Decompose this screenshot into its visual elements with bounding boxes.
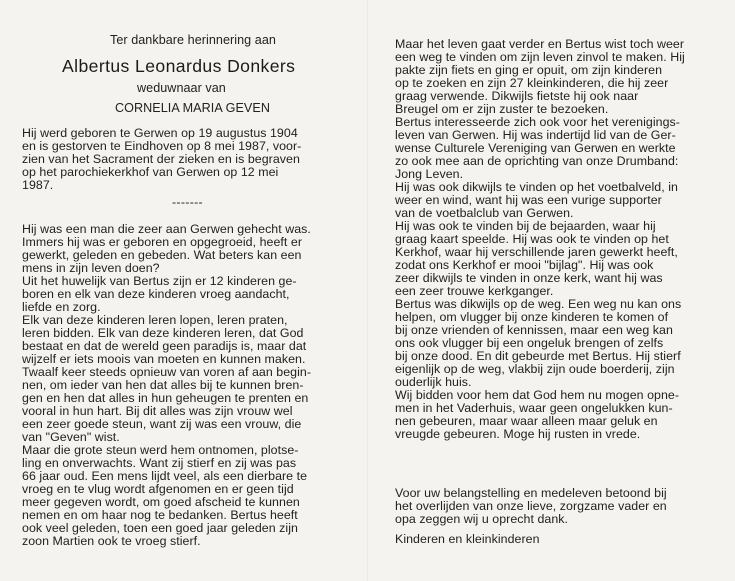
text-line: 66 jaar oud. Een mens lijdt veel, als een dierbare te — [22, 469, 308, 483]
text-line: een zeer trouwe kerkganger. — [395, 284, 554, 298]
text-line: gewerkt, geleden en gebeden. Wat beters kan een — [22, 248, 302, 262]
text-line: Wij bidden voor hem dat God hem nu mogen opne- — [395, 388, 680, 402]
text-line: vroeg en te vlug wordt afgenomen en er geen tijd — [22, 482, 294, 496]
text-line: vreugde gebeuren. Moge hij rusten in vrede. — [395, 427, 641, 441]
text-line: het overlijden van onze lieve, zorgzame vader en — [395, 499, 667, 513]
card-fold — [367, 0, 368, 581]
text-line: mens in zijn leven doen? — [22, 261, 160, 275]
text-line: Voor uw belangstelling en medeleven betoond bij — [395, 486, 667, 500]
text-line: van "Geven" wist. — [22, 430, 120, 444]
text-line: boren en elk van deze kinderen vroeg aandacht, — [22, 287, 290, 301]
text-line: op het parochiekerkhof van Gerwen op 12 mei — [22, 165, 279, 179]
text-line: vooral in hun hart. Bij dit alles was zijn vrouw wel — [22, 404, 293, 418]
text-line: Elk van deze kinderen leren lopen, leren praten, — [22, 313, 288, 327]
text-line: Maar het leven gaat verder en Bertus wist toch weer — [395, 37, 685, 51]
text-line: Kerkhof, waar hij verschillende jaren gewerkt heeft, — [395, 245, 678, 259]
text-line: nen gebeuren, maar waar alleen maar geluk en — [395, 414, 658, 428]
status-line: weduwnaar van — [137, 81, 226, 95]
text-line: een weg te vinden om zijn leven zinvol te maken. Hij — [395, 50, 685, 64]
text-line: gen en hen dat alles in hun geheugen te prenten en — [22, 391, 309, 405]
text-line: nen, om ieder van hen dat alles bij te kunnen bren- — [22, 378, 304, 392]
deceased-name: Albertus Leonardus Donkers — [62, 56, 296, 76]
text-line: eigenlijk op de weg, vlakbij zijn oude boerderij, zijn — [395, 362, 675, 376]
text-line: opa zeggen wij u oprecht dank. — [395, 512, 569, 526]
text-line: Immers hij was er geboren en opgegroeid, heeft er — [22, 235, 303, 249]
text-line: graag verwende. Dikwijls fietste hij ook naar — [395, 89, 639, 103]
text-line: liefde en zorg. — [22, 300, 101, 314]
text-line: ouderlijk huis. — [395, 375, 472, 389]
text-line: Hij werd geboren te Gerwen op 19 augustus 1904 — [22, 126, 298, 140]
text-line: men in het Vaderhuis, waar geen ongelukken kun- — [395, 401, 673, 415]
text-line: en is gestorven te Eindhoven op 8 mei 1987, voor- — [22, 139, 302, 153]
text-line: zo ook mee aan de oprichting van onze Drumband: — [395, 154, 679, 168]
text-line: wijzelf er iets moois van moeten en kunnen maken. — [22, 352, 306, 366]
text-line: Uit het huwelijk van Bertus zijn er 12 kinderen ge- — [22, 274, 297, 288]
text-line: Twaalf keer steeds opnieuw van voren af aan begin- — [22, 365, 312, 379]
text-line: ling en onverwachts. Want zij stierf en zij was pas — [22, 456, 297, 470]
text-line: Bertus interesseerde zich ook voor het verenigings- — [395, 115, 680, 129]
text-line: Hij was ook dikwijls te vinden op het voetbalveld, in — [395, 180, 678, 194]
text-line: Jong Leven. — [395, 167, 464, 181]
text-line: leren bidden. Elk van deze kinderen leren, dat God — [22, 326, 304, 340]
text-line: Maar die grote steun werd hem ontnomen, plotse- — [22, 443, 299, 457]
text-line: wense Culturele Vereniging van Gerwen en werkte — [395, 141, 676, 155]
text-line: pakte zijn fiets en ging er opuit, om zijn kinderen — [395, 63, 663, 77]
text-line: zodat ons Kerkhof er mooi "bijlag". Hij was ook — [395, 258, 654, 272]
text-line: weer en wind, want hij was een vurige supporter — [395, 193, 662, 207]
text-line: bij onze vrienden of kennissen, maar een weg kan — [395, 323, 673, 337]
text-line: een zeer goede steun, want zij was een vrouw, die — [22, 417, 302, 431]
text-line: leven van Gerwen. Hij was indertijd lid van de Ger- — [395, 128, 676, 142]
text-line: van de voetbalclub van Gerwen. — [395, 206, 574, 220]
text-line: Hij was ook te vinden bij de bejaarden, waar hij — [395, 219, 656, 233]
text-line: graag kaart speelde. Hij was ook te vinden op het — [395, 232, 669, 246]
intro-line: Ter dankbare herinnering aan — [110, 33, 276, 47]
text-line: 1987. — [22, 178, 54, 192]
text-line: bij onze dood. En dit gebeurde met Bertus. Hij stierf — [395, 349, 681, 363]
text-line: zien van het Sacrament der zieken en is begraven — [22, 152, 300, 166]
text-line: nemen en om haar nog te bedanken. Bertus heeft — [22, 508, 298, 522]
separator: ------- — [172, 195, 203, 209]
text-line: Breugel om er zijn zuster te bezoeken. — [395, 102, 609, 116]
spouse-name: CORNELIA MARIA GEVEN — [115, 101, 270, 115]
text-line: helpen, om vlugger bij onze kinderen te komen of — [395, 310, 669, 324]
text-line: zeer dikwijls te vinden in onze kerk, want hij was — [395, 271, 663, 285]
text-line: ook veel geleden, toen een goed jaar geleden zijn — [22, 521, 298, 535]
text-line: zoon Martien ook te vroeg stierf. — [22, 534, 201, 548]
text-line: meer gegeven wordt, om goed afscheid te kunnen — [22, 495, 300, 509]
text-line: op te zoeken en zijn 27 kleinkinderen, die hij zeer — [395, 76, 669, 90]
text-line: bestaat en dat de wereld geen paradijs is, maar dat — [22, 339, 307, 353]
signature-line: Kinderen en kleinkinderen — [395, 532, 540, 546]
text-line: ons ook vlugger bij een ongeluk brengen of zelfs — [395, 336, 664, 350]
text-line: Bertus was dikwijls op de weg. Een weg nu kan ons — [395, 297, 682, 311]
text-line: Hij was een man die zeer aan Gerwen gehecht was. — [22, 222, 311, 236]
